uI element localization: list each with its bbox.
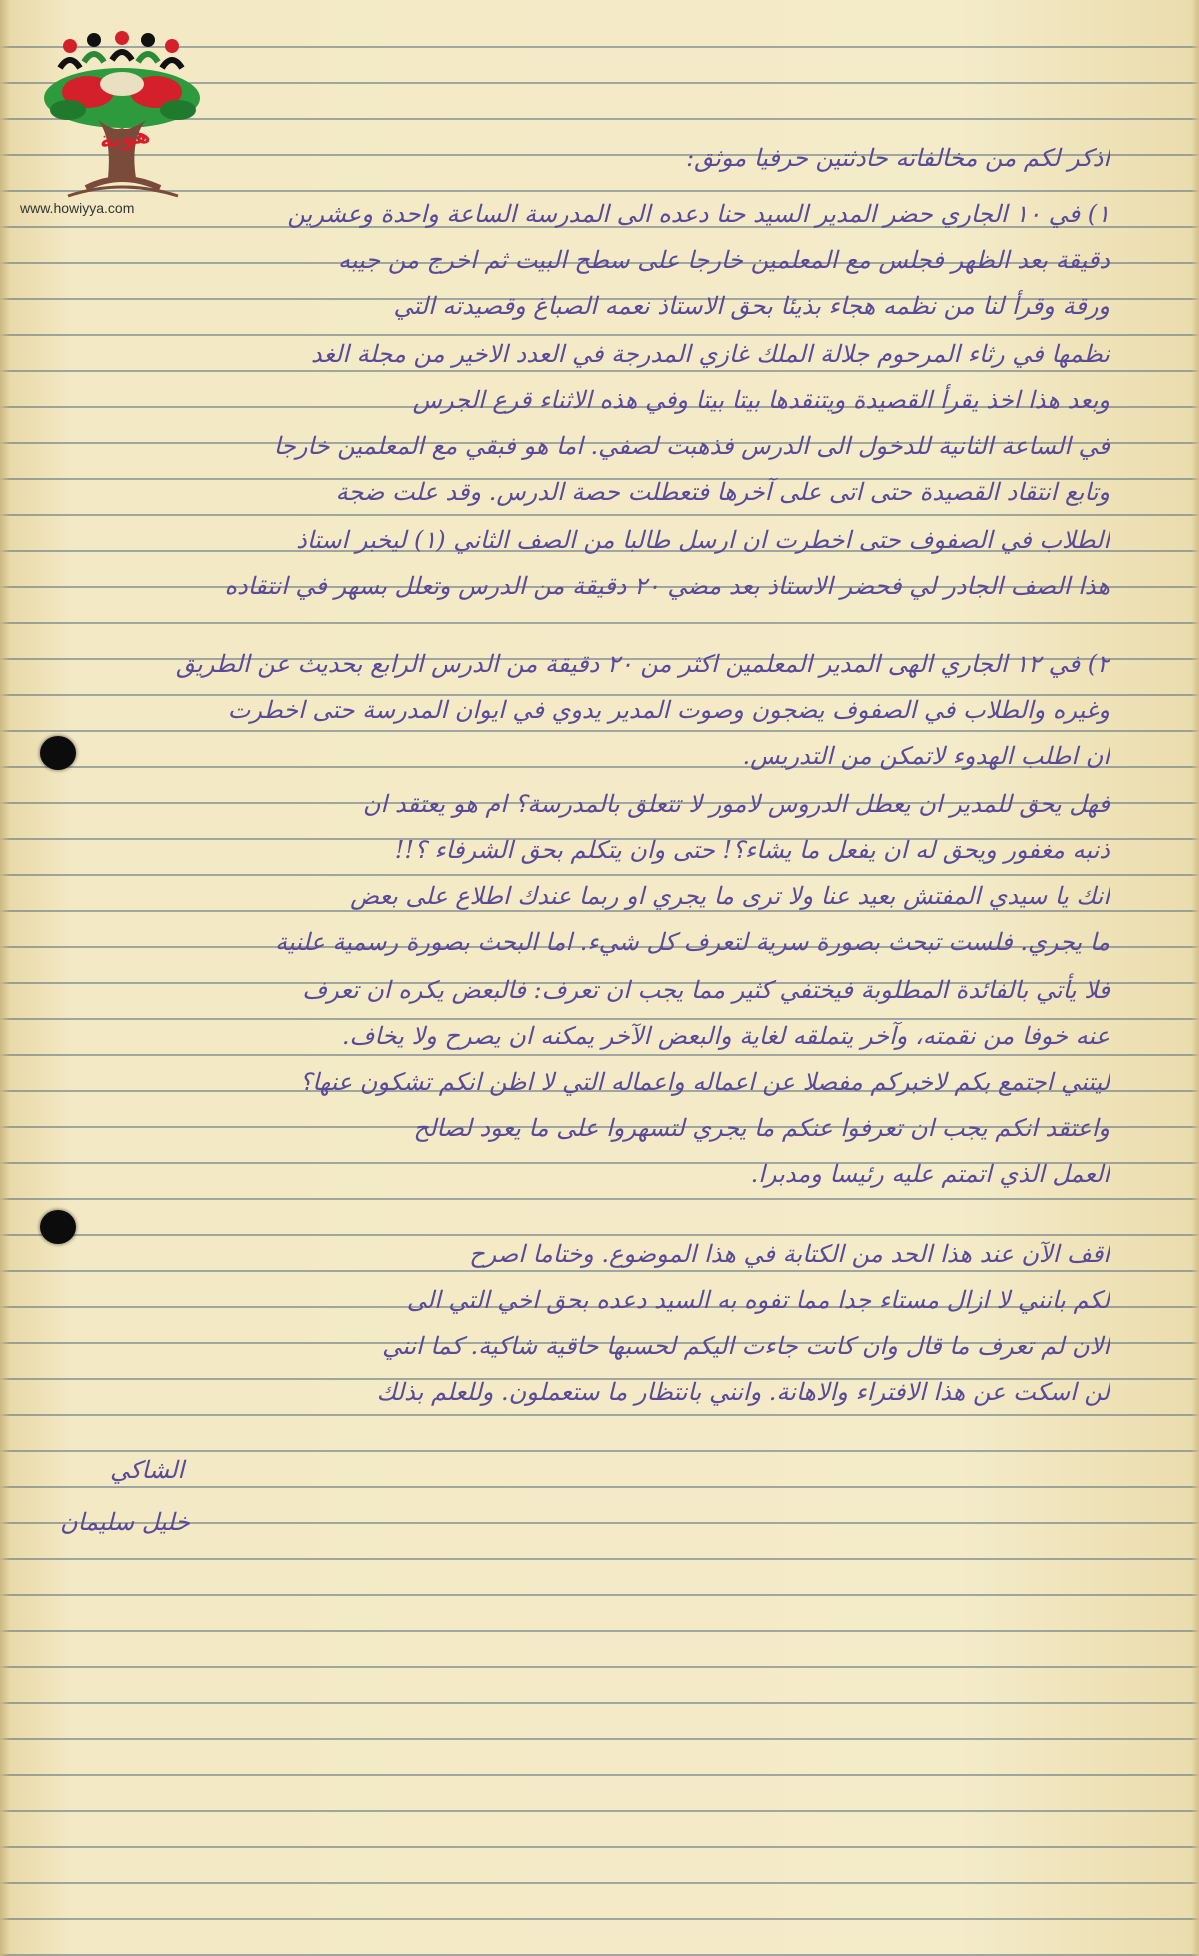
letter-line: دقيقة بعد الظهر فجلس مع المعلمين خارجا على سطح البيت ثم اخرج من جيبه bbox=[338, 246, 1110, 274]
letter-line: ان اطلب الهدوء لاتمكن من التدريس. bbox=[742, 742, 1110, 770]
page-right-edge bbox=[1191, 0, 1199, 1956]
letter-line: في الساعة الثانية للدخول الى الدرس فذهبت لصفي. اما هو فبقي مع المعلمين خارجا bbox=[273, 432, 1110, 460]
letter-line: نظمها في رثاء المرحوم جلالة الملك غازي المدرجة في العدد الاخير من مجلة الغد bbox=[310, 340, 1110, 368]
letter-line: ورقة وقرأ لنا من نظمه هجاء بذيئا بحق الاستاذ نعمه الصباغ وقصيدته التي bbox=[393, 292, 1110, 320]
signature-label: الشاكي bbox=[110, 1456, 185, 1484]
letter-line: اقف الآن عند هذا الحد من الكتابة في هذا الموضوع. وختاما اصرح bbox=[469, 1240, 1110, 1268]
punch-hole bbox=[40, 1210, 76, 1244]
howiyya-logo bbox=[28, 28, 208, 218]
letter-line: هذا الصف الجادر لي فحضر الاستاذ بعد مضي ٢٠ دقيقة من الدرس وتعلل بسهر في انتقاده bbox=[224, 572, 1110, 600]
letter-line: لكم بانني لا ازال مستاء جدا مما تفوه به السيد دعده بحق اخي التي الى bbox=[406, 1286, 1110, 1314]
letter-line: ذنبه مغفور ويحق له ان يفعل ما يشاء؟! حتى وان يتكلم بحق الشرفاء ؟!! bbox=[394, 836, 1110, 864]
letter-line: ما يجري. فلست تبحث بصورة سرية لتعرف كل شيء. اما البحث بصورة رسمية علنية bbox=[275, 928, 1110, 956]
letter-line: وغيره والطلاب في الصفوف يضجون وصوت المدير يدوي في ايوان المدرسة حتى اخطرت bbox=[227, 696, 1110, 724]
letter-line: لن اسكت عن هذا الافتراء والاهانة. وانني بانتظار ما ستعملون. وللعلم بذلك bbox=[376, 1378, 1110, 1406]
letter-line: وبعد هذا اخذ يقرأ القصيدة ويتنقدها بيتا بيتا وفي هذه الاثناء قرع الجرس bbox=[412, 386, 1110, 414]
letter-line: عنه خوفا من نقمته، وآخر يتملقه لغاية والبعض الآخر يمكنه ان يصرح ولا يخاف. bbox=[341, 1022, 1110, 1050]
letter-line: واعتقد انكم يجب ان تعرفوا عنكم ما يجري لتسهروا على ما يعود لصالح bbox=[413, 1114, 1110, 1142]
letter-line: انك يا سيدي المفتش بعيد عنا ولا ترى ما يجري او ربما عندك اطلاع على بعض bbox=[350, 882, 1110, 910]
punch-hole bbox=[40, 736, 76, 770]
signature-name: خليل سليمان bbox=[60, 1508, 190, 1536]
letter-line: فهل يحق للمدير ان يعطل الدروس لامور لا تتعلق بالمدرسة؟ ام هو يعتقد ان bbox=[362, 790, 1110, 818]
letter-line: الان لم تعرف ما قال وان كانت جاءت اليكم لحسبها حاقية شاكية. كما انني bbox=[382, 1332, 1110, 1360]
logo-wordmark: هوية bbox=[98, 123, 152, 154]
letter-line: اذكر لكم من مخالفاته حادثتين حرفيا موثق: bbox=[686, 144, 1110, 172]
letter-line: وتابع انتقاد القصيدة حتى اتى على آخرها فتعطلت حصة الدرس. وقد علت ضجة bbox=[335, 478, 1110, 506]
letter-line: ٢) في ١٢ الجاري الهى المدير المعلمين اكثر من ٢٠ دقيقة من الدرس الرابع بحديث عن الطريق bbox=[176, 650, 1110, 678]
page-left-edge bbox=[0, 0, 10, 1956]
letter-line: الطلاب في الصفوف حتى اخطرت ان ارسل طالبا من الصف الثاني (١) ليخبر استاذ bbox=[296, 526, 1110, 554]
letter-line: فلا يأتي بالفائدة المطلوبة فيختفي كثير مما يجب ان تعرف: فالبعض يكره ان تعرف bbox=[302, 976, 1110, 1004]
letter-line: ليتني اجتمع بكم لاخبركم مفصلا عن اعماله واعماله التي لا اظن انكم تشكون عنها؟ bbox=[299, 1068, 1110, 1096]
logo-url: www.howiyya.com bbox=[20, 200, 135, 216]
letter-line: العمل الذي اتمتم عليه رئيسا ومدبرا. bbox=[750, 1160, 1110, 1188]
family-tree-logo-icon bbox=[28, 28, 208, 218]
letter-line: ١) في ١٠ الجاري حضر المدير السيد حنا دعده الى المدرسة الساعة واحدة وعشرين bbox=[287, 200, 1110, 228]
